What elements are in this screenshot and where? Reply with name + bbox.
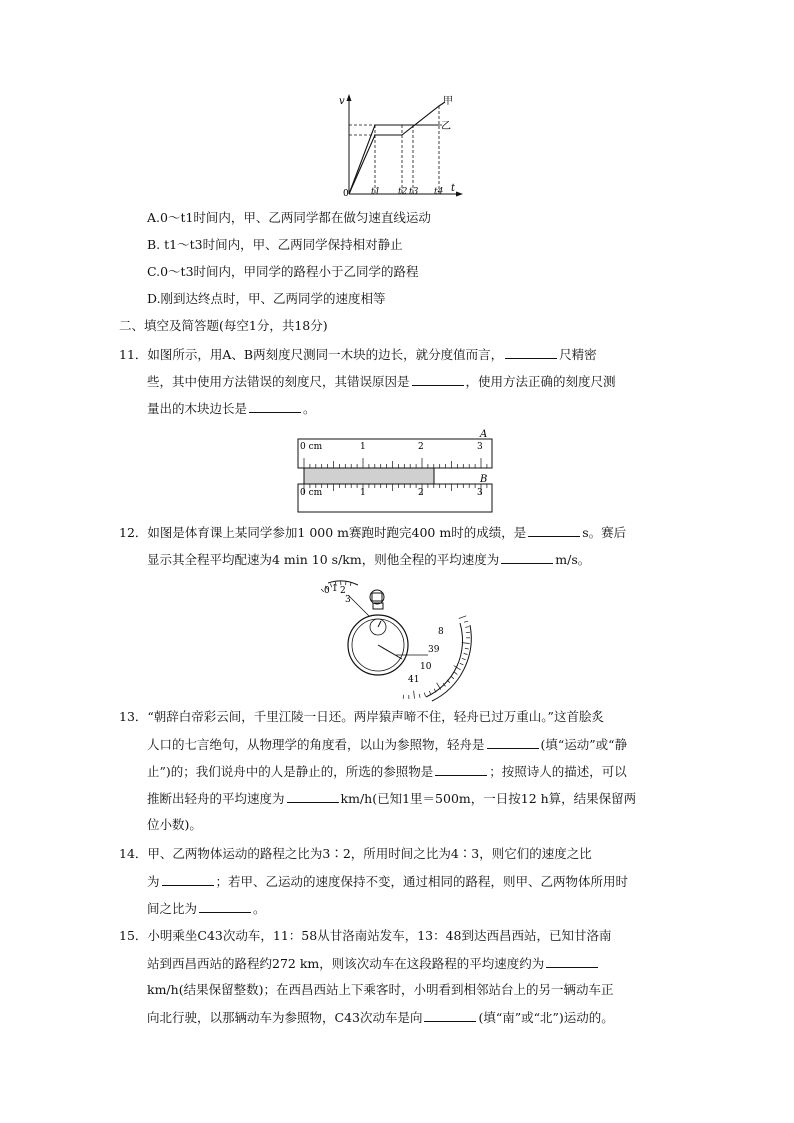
sec-scale-tick: [464, 621, 468, 622]
q13-line2: 人口的七言绝句，从物理学的角度看，以山为参照物，轻舟是 (填“运动”或“静: [147, 737, 628, 752]
q15-line1: 15．小明乘坐C43次动车，11：58从甘洛南站发车，13：48到达西昌西站，已知甘洛南: [119, 928, 612, 943]
ruler-a-1: 1: [360, 442, 366, 452]
q14-line1: 14．甲、乙两物体运动的路程之比为3∶2，所用时间之比为4∶3，则它们的速度之比: [119, 846, 592, 861]
sec-scale-tick: [424, 693, 425, 697]
q13-line1: 13．“朝辞白帝彩云间，千里江陵一日还。两岸猿声啼不住，轻舟已过万重山。”这首脍炙: [119, 709, 604, 724]
t1-tick: t1: [371, 187, 381, 197]
jia-line: [349, 102, 445, 194]
q13-blank-1[interactable]: [487, 736, 539, 749]
ruler-a-2: 2: [418, 442, 424, 452]
q14-blank-1[interactable]: [162, 873, 214, 886]
q13-line3: 止”)的；我们说舟中的人是静止的，所选的参照物是 ；按照诗人的描述，可以: [147, 764, 627, 779]
t3-tick: t3: [409, 187, 419, 197]
ruler-b-2: 2: [418, 488, 424, 498]
sec-scale-tick: [429, 691, 430, 695]
yi-label: 乙: [441, 121, 451, 132]
sec-scale-tick: [419, 694, 420, 698]
section-title: 二、填空及简答题(每空1分，共18分): [119, 318, 328, 333]
ruler-b-1: 1: [360, 488, 366, 498]
sec-scale-tick: [451, 676, 454, 679]
q12-line2: 显示其全程平均配速为4 min 10 s/km，则他全程的平均速度为 m/s。: [147, 552, 591, 567]
q12-blank-2[interactable]: [501, 551, 553, 564]
sec-label-10: 10: [420, 662, 432, 672]
option-d: D.刚到达终点时，甲、乙两同学的速度相等: [147, 291, 386, 306]
q13-blank-2[interactable]: [435, 763, 487, 776]
option-c: C.0～t3时间内，甲同学的路程小于乙同学的路程: [147, 264, 419, 279]
q15-line3: km/h(结果保留整数)；在西昌西站上下乘客时，小明看到相邻站台上的另一辆动车正: [147, 982, 614, 997]
sec-scale-tick: [414, 691, 415, 699]
vt-graph: [335, 92, 465, 198]
jia-label: 甲: [443, 96, 453, 107]
q15-line2: 站到西昌西站的路程约272 km，则该次动车在这段路程的平均速度约为: [147, 955, 600, 972]
sec-scale-tick: [462, 658, 466, 659]
t-axis-label: t: [451, 183, 456, 194]
q15-blank-1[interactable]: [546, 955, 598, 968]
q11-line3: 量出的木块边长是 。: [147, 401, 316, 416]
q11-line2: 些，其中使用方法错误的刻度尺，其错误原因是 ，使用方法正确的刻度尺测: [147, 374, 616, 389]
q14-line3: 间之比为 。: [147, 901, 266, 916]
min-label-3: 3: [345, 595, 351, 605]
v-axis-label: v: [339, 96, 345, 107]
ruler-a-unit: 0 cm: [300, 442, 323, 452]
sec-scale-tick: [454, 672, 457, 674]
sec-label-39: 39: [428, 645, 440, 655]
origin-label: 0: [343, 189, 349, 198]
q13-blank-3[interactable]: [287, 790, 339, 803]
sec-scale-tick: [465, 648, 469, 649]
q14-line2: 为 ；若甲、乙运动的速度保持不变，通过相同的路程，则甲、乙两物体所用时: [147, 874, 629, 889]
sec-label-8: 8: [438, 627, 444, 637]
sec-scale-tick: [464, 653, 468, 654]
q11-line1: 11．如图所示，用A、B两刻度尺测同一木块的边长，就分度值而言， 尺精密: [119, 347, 597, 362]
stopwatch-figure: [318, 575, 478, 703]
q13-line4: 推断出轻舟的平均速度为 km/h(已知1里＝500m，一日按12 h算，结果保留两: [147, 791, 637, 806]
t2-tick: t2: [398, 187, 408, 197]
sec-label-41: 41: [408, 675, 420, 685]
q15-line4: 向北行驶，以那辆动车为参照物，C43次动车是向 (填“南”或“北”)运动的。: [147, 1010, 614, 1025]
sec-scale-tick: [437, 683, 441, 690]
ruler-b-label: B: [480, 474, 488, 485]
ruler-figure: [296, 427, 496, 515]
t4-tick: t4: [434, 187, 444, 197]
q11-blank-3[interactable]: [249, 400, 301, 413]
q13-line5: 位小数)。: [147, 817, 202, 832]
sec-scale-tick: [465, 627, 469, 628]
ruler-a-label: A: [480, 429, 488, 440]
q15-blank-2[interactable]: [424, 1009, 476, 1022]
q12-blank-1[interactable]: [528, 524, 580, 537]
q12-line1: 12．如图是体育课上某同学参加1 000 m赛跑时跑完400 m时的成绩，是 s。赛后: [119, 525, 627, 540]
ruler-b-3: 3: [477, 488, 483, 498]
min-label-0: 0: [324, 586, 330, 596]
ruler-a-3: 3: [477, 442, 483, 452]
option-b: B. t1～t3时间内，甲、乙两同学保持相对静止: [147, 237, 403, 252]
q11-blank-1[interactable]: [505, 346, 557, 359]
q14-blank-2[interactable]: [199, 900, 251, 913]
sec-scale-tick: [459, 616, 467, 619]
ruler-b-unit: 0 cm: [300, 488, 323, 498]
option-a: A.0～t1时间内，甲、乙两同学都在做匀速直线运动: [147, 210, 431, 225]
sec-scale-tick: [460, 663, 464, 665]
min-label-2: 2: [340, 586, 346, 596]
q11-blank-2[interactable]: [412, 373, 464, 386]
min-label-1: 1: [332, 584, 338, 594]
